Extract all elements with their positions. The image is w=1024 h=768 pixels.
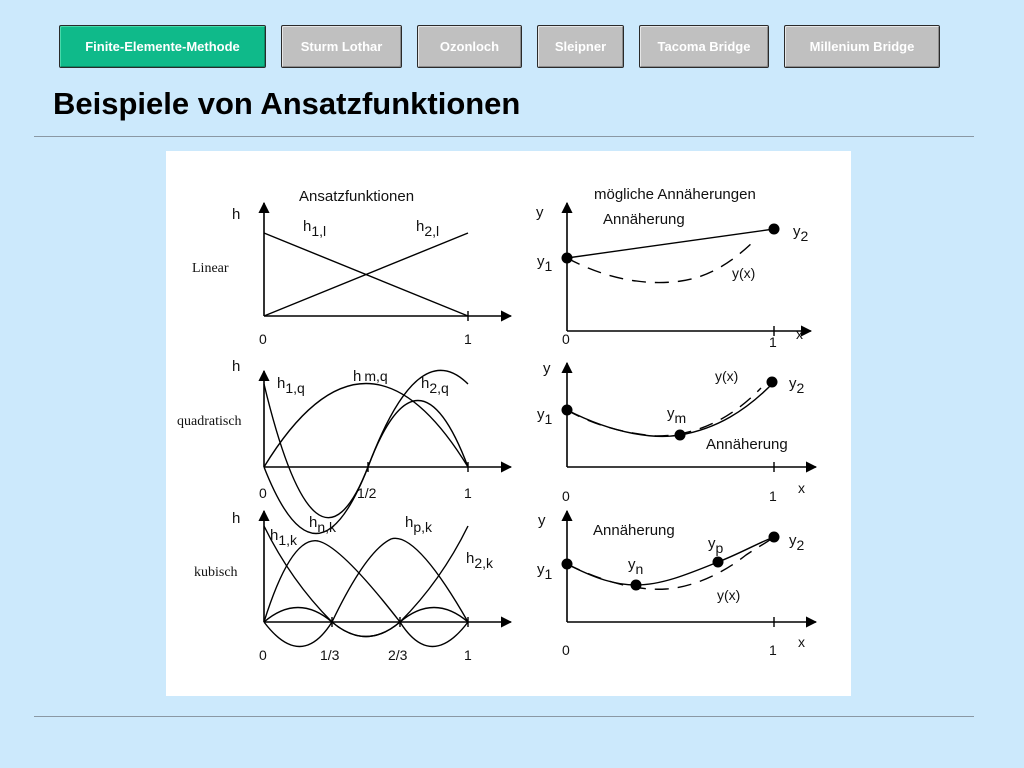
exact-solution-curve [567,388,761,436]
tick-zero: 0 [259,647,267,663]
y2-label: y2 [789,375,805,396]
row-label-linear: Linear [192,261,229,276]
tick-half: 1/2 [357,485,377,501]
hm-quadratic-label: h m,q [353,368,388,385]
h-axis-label: h [232,206,241,223]
h2-quadratic-label: h2,q [421,375,449,396]
footer-divider [34,716,974,717]
yx-label: y(x) [717,587,741,603]
h-axis-label: h [232,358,241,375]
y1-label: y1 [537,253,553,274]
tick-two-thirds: 2/3 [388,647,408,663]
h1-cubic-label: h1,k [270,527,298,548]
tick-zero: 0 [562,642,570,658]
nav-tab-finite-elemente-methode[interactable]: Finite-Elemente-Methode [59,25,266,68]
nav-tab-sturm-lothar[interactable]: Sturm Lothar [281,25,402,68]
linear-approximation-plot [536,203,811,350]
y1-label: y1 [537,561,553,582]
approx-label: Annäherung [706,436,788,453]
tick-one: 1 [464,485,472,501]
y2-label: y2 [789,532,805,553]
left-column-title: Ansatzfunktionen [299,188,415,205]
yp-label: yp [708,535,724,556]
y-axis-label: y [536,204,544,221]
y2-label: y2 [793,223,809,244]
tick-one-third: 1/3 [320,647,340,663]
nav-tab-sleipner[interactable]: Sleipner [537,25,624,68]
row-label-quadratic: quadratisch [177,414,242,429]
yx-label: y(x) [715,368,739,384]
exact-solution-curve [567,239,756,283]
hp-cubic-label: hp,k [405,514,433,535]
tick-one: 1 [464,647,472,663]
h2-linear-label: h2,l [416,218,440,239]
row-label-cubic: kubisch [194,565,238,580]
tick-one: 1 [769,642,777,658]
quadratic-shape-functions-plot [177,358,511,534]
tick-zero: 0 [562,488,570,504]
yn-label: yn [628,556,644,577]
tick-zero: 0 [562,331,570,347]
yx-label: y(x) [732,265,756,281]
x-axis-label: x [798,634,805,650]
hn-cubic-label: hn,k [309,514,337,535]
y-axis-label: y [538,512,546,529]
linear-shape-functions-plot [192,203,511,347]
nav-tab-tacoma-bridge[interactable]: Tacoma Bridge [639,25,769,68]
approx-label: Annäherung [593,522,675,539]
h1-linear-label: h1,l [303,218,327,239]
y-axis-label: y [543,360,551,377]
linear-approximation-line [567,229,774,258]
approx-label: Annäherung [603,211,685,228]
h2-cubic-label: h2,k [466,550,494,571]
exact-solution-curve [567,539,771,589]
shape-functions-figure [166,151,851,696]
hm-quadratic-curve [264,384,468,468]
title-divider [34,136,974,137]
h-axis-label: h [232,510,241,527]
ym-label: ym [667,405,687,426]
x-axis-label: x [798,480,805,496]
page-title: Beispiele von Ansatzfunktionen [53,86,521,121]
tick-one: 1 [769,488,777,504]
quadratic-approximation-plot [537,360,816,504]
cubic-shape-functions-plot [194,510,511,663]
tick-one: 1 [769,334,777,350]
tick-zero: 0 [259,485,267,501]
tick-one: 1 [464,331,472,347]
y1-label: y1 [537,406,553,427]
h1-quadratic-label: h1,q [277,375,305,396]
nav-tab-millenium-bridge[interactable]: Millenium Bridge [784,25,940,68]
tick-zero: 0 [259,331,267,347]
top-navigation [0,25,1024,70]
hn-cubic-curve [264,541,468,647]
right-column-title: mögliche Annäherungen [594,186,756,203]
nav-tab-ozonloch[interactable]: Ozonloch [417,25,522,68]
shape-functions-diagram [166,151,851,696]
x-axis-label: x [796,326,803,342]
cubic-approximation-plot [537,511,816,658]
